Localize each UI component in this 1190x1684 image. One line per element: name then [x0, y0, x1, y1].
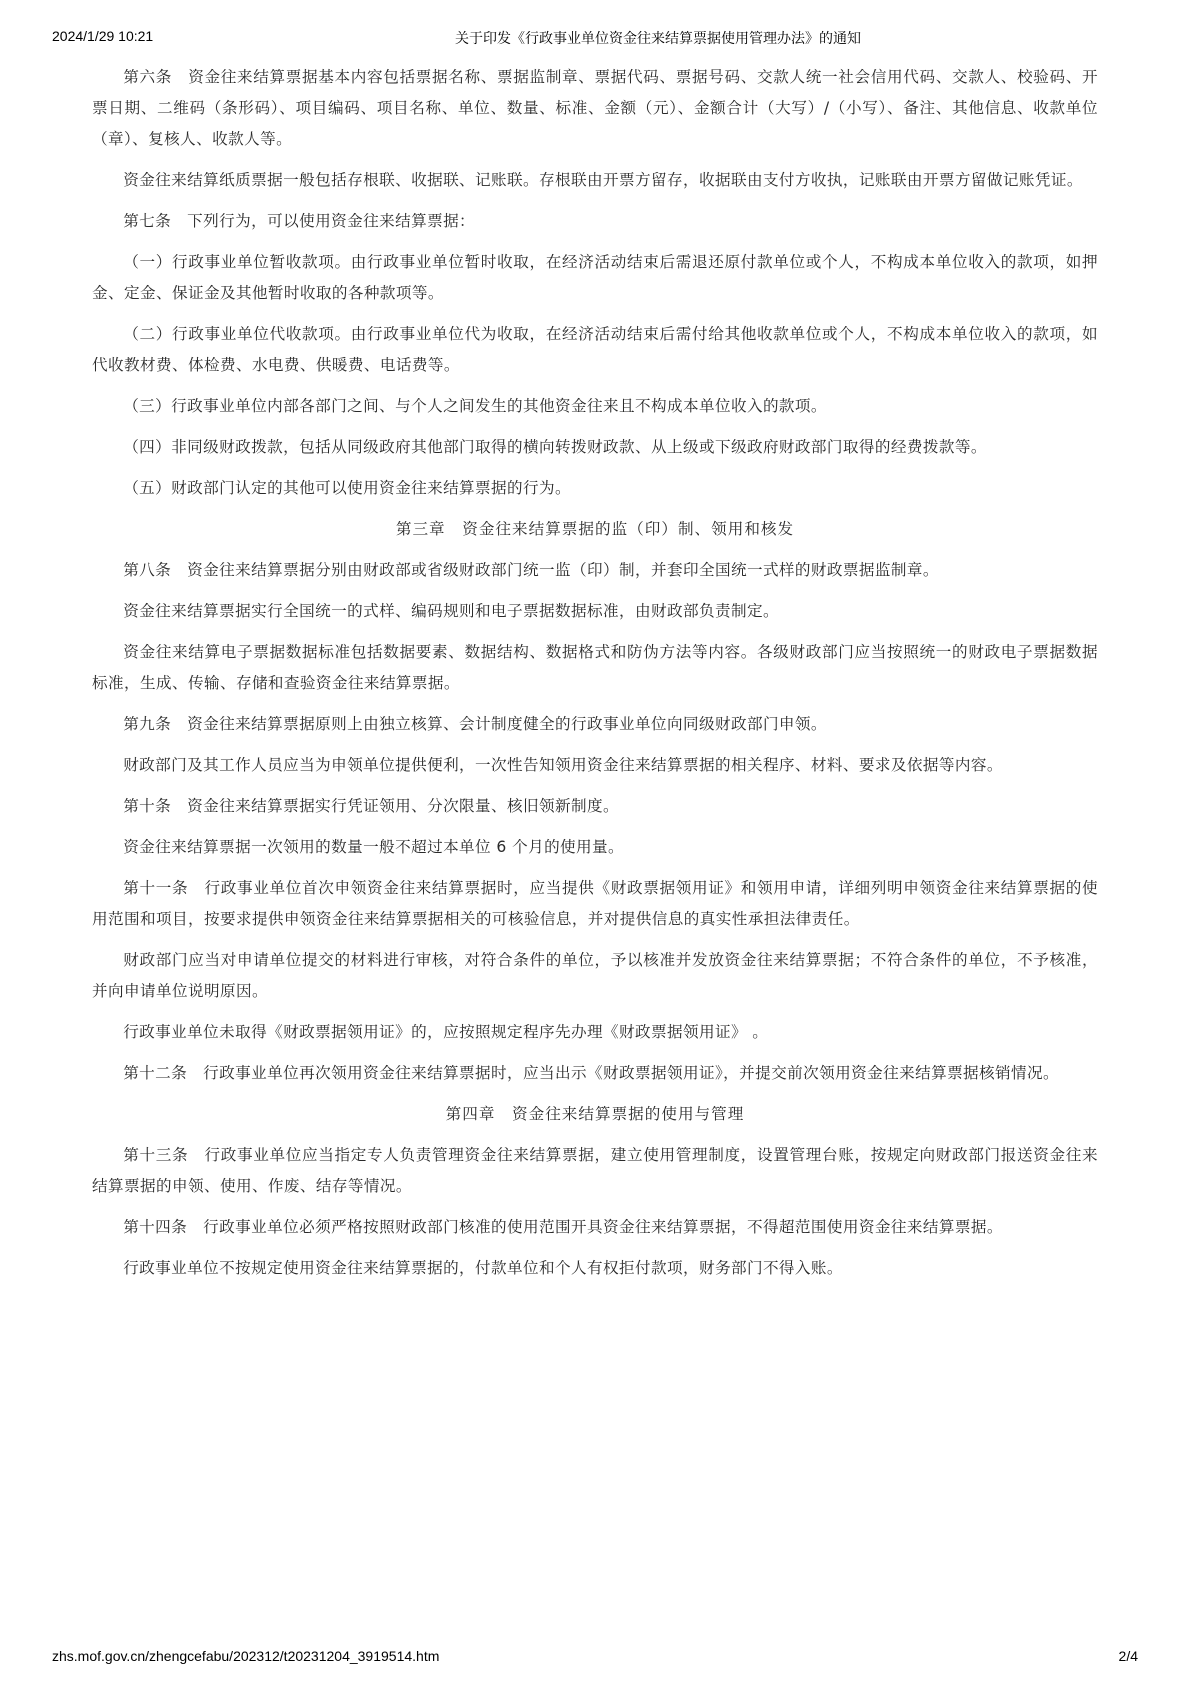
- article-9-convenience-paragraph: 财政部门及其工作人员应当为申领单位提供便利，一次性告知领用资金往来结算票据的相关程序、材料、要求及依据等内容。: [123, 756, 1003, 774]
- page-number: 2/4: [1118, 1648, 1138, 1664]
- article-6-paper-forms-paragraph: 资金往来结算纸质票据一般包括存根联、收据联、记账联。存根联由开票方留存，收据联由支付方收执，记账联由开票方留做记账凭证。: [123, 171, 1083, 189]
- article-12-paragraph: 第十二条 行政事业单位再次领用资金往来结算票据时，应当出示《财政票据领用证》，并提交前次领用资金往来结算票据核销情况。: [123, 1064, 1060, 1082]
- document-title: 关于印发《行政事业单位资金往来结算票据使用管理办法》的通知: [455, 30, 861, 46]
- article-14-refusal-paragraph: 行政事业单位不按规定使用资金往来结算票据的，付款单位和个人有权拒付款项，财务部门不得入账。: [123, 1259, 843, 1277]
- article-7-item-3: （三）行政事业单位内部各部门之间、与个人之间发生的其他资金往来且不构成本单位收入的款项。: [123, 397, 827, 415]
- chapter-4-heading: 第四章 资金往来结算票据的使用与管理: [445, 1105, 745, 1123]
- article-7-paragraph: 第七条 下列行为，可以使用资金往来结算票据：: [123, 212, 476, 230]
- article-8-data-standard-paragraph: 资金往来结算电子票据数据标准包括数据要素、数据结构、数据格式和防伪方法等内容。各级财政部门应当按照统一的财政电子票据数据标准，生成、传输、存储和查验资金往来结算票据。: [92, 643, 1098, 692]
- article-13-paragraph: 第十三条 行政事业单位应当指定专人负责管理资金往来结算票据，建立使用管理制度，设置管理台账，按规定向财政部门报送资金往来结算票据的申领、使用、作废、结存等情况。: [92, 1146, 1098, 1195]
- article-11-paragraph: 第十一条 行政事业单位首次申领资金往来结算票据时，应当提供《财政票据领用证》和领用申请，详细列明申领资金往来结算票据的使用范围和项目，按要求提供申领资金往来结算票据相关的可核验信息，并对提供信息的真实性承担法律责任。: [92, 879, 1098, 928]
- article-9-paragraph: 第九条 资金往来结算票据原则上由独立核算、会计制度健全的行政事业单位向同级财政部门申领。: [123, 715, 827, 733]
- article-8-standards-paragraph: 资金往来结算票据实行全国统一的式样、编码规则和电子票据数据标准，由财政部负责制定。: [123, 602, 779, 620]
- article-10-paragraph: 第十条 资金往来结算票据实行凭证领用、分次限量、核旧领新制度。: [123, 797, 619, 815]
- article-6-paragraph: 第六条 资金往来结算票据基本内容包括票据名称、票据监制章、票据代码、票据号码、交款人统一社会信用代码、交款人、校验码、开票日期、二维码（条形码）、项目编码、项目名称、单位、数量、标准、金额（元）、金额合计（大写）/（小写）、备注、其他信息、收款单位（章）、复核人、收款人等。: [92, 68, 1098, 148]
- article-11-review-paragraph: 财政部门应当对申请单位提交的材料进行审核，对符合条件的单位，予以核准并发放资金往来结算票据；不符合条件的单位，不予核准，并向申请单位说明原因。: [92, 951, 1098, 1000]
- article-7-item-4: （四）非同级财政拨款，包括从同级政府其他部门取得的横向转拨财政款、从上级或下级政府财政部门取得的经费拨款等。: [123, 438, 987, 456]
- print-header: [52, 26, 1138, 46]
- article-14-paragraph: 第十四条 行政事业单位必须严格按照财政部门核准的使用范围开具资金往来结算票据，不得超范围使用资金往来结算票据。: [123, 1218, 1003, 1236]
- article-11-certificate-paragraph: 行政事业单位未取得《财政票据领用证》的，应按照规定程序先办理《财政票据领用证》 。: [123, 1023, 769, 1041]
- article-7-item-5: （五）财政部门认定的其他可以使用资金往来结算票据的行为。: [123, 479, 572, 497]
- article-8-paragraph: 第八条 资金往来结算票据分别由财政部或省级财政部门统一监（印）制，并套印全国统一式样的财政票据监制章。: [123, 561, 939, 579]
- page-url: zhs.mof.gov.cn/zhengcefabu/202312/t20231204_3919514.htm: [52, 1648, 440, 1664]
- print-footer: [52, 1648, 1138, 1670]
- article-7-item-1: （一）行政事业单位暂收款项。由行政事业单位暂时收取，在经济活动结束后需退还原付款单位或个人，不构成本单位收入的款项，如押金、定金、保证金及其他暂时收取的各种款项等。: [92, 253, 1098, 302]
- chapter-3-heading: 第三章 资金往来结算票据的监（印）制、领用和核发: [395, 520, 795, 538]
- article-10-quantity-paragraph: 资金往来结算票据一次领用的数量一般不超过本单位 6 个月的使用量。: [123, 838, 625, 856]
- print-timestamp: 2024/1/29 10:21: [52, 28, 154, 44]
- article-body: [92, 62, 1098, 1284]
- article-7-item-2: （二）行政事业单位代收款项。由行政事业单位代为收取，在经济活动结束后需付给其他收款单位或个人，不构成本单位收入的款项，如代收教材费、体检费、水电费、供暖费、电话费等。: [92, 325, 1098, 374]
